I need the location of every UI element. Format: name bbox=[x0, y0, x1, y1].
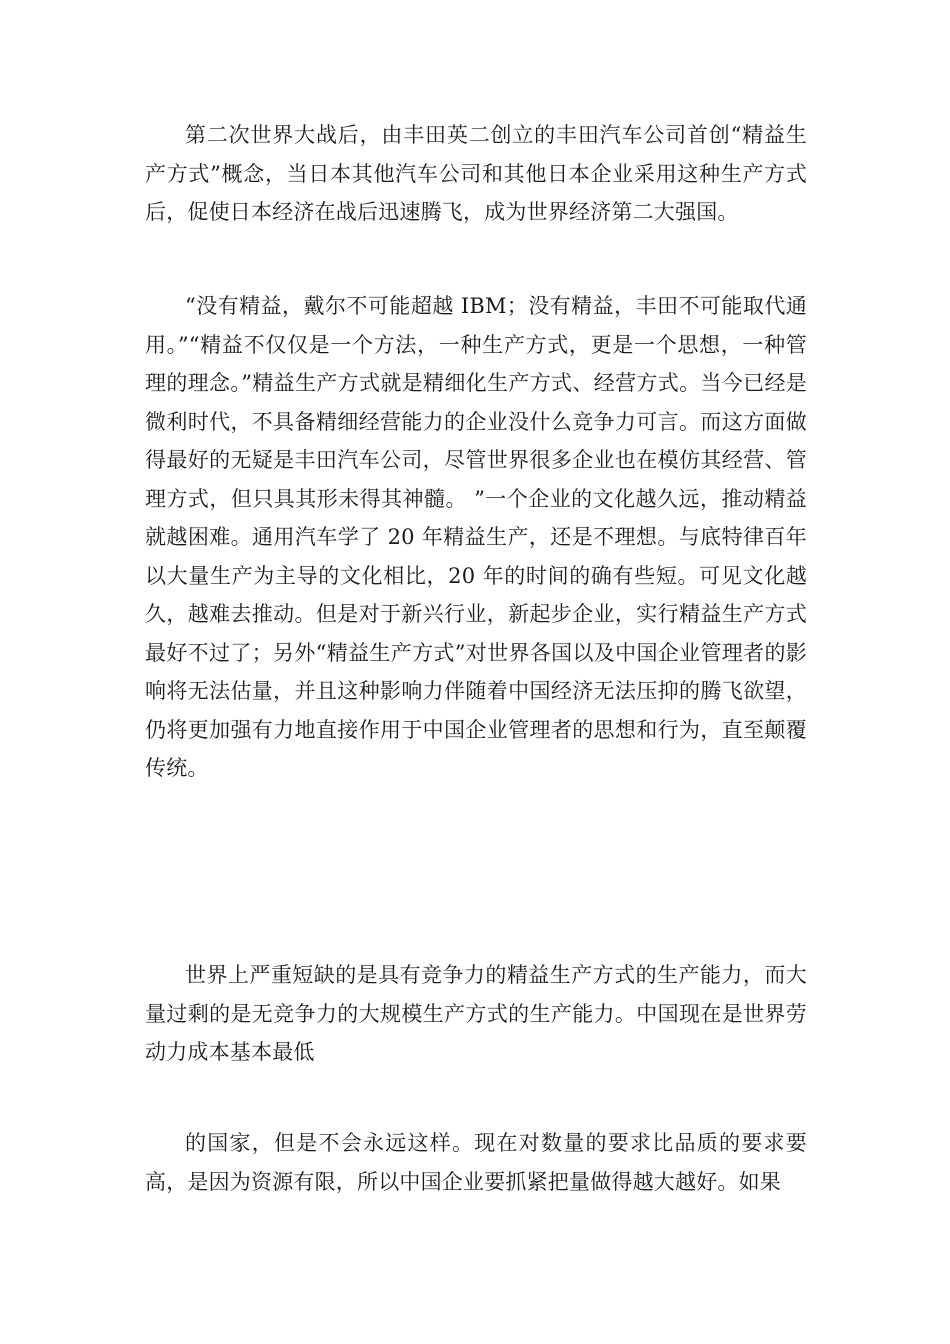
paragraph-4: 的国家，但是不会永远这样。现在对数量的要求比品质的要求要高，是因为资源有限，所以中国企业要抓紧把量做得越大越好。如果 bbox=[145, 1131, 807, 1194]
paragraph-2: “没有精益，戴尔不可能超越 IBM；没有精益，丰田不可能取代通用。”“精益不仅仅是一个方法，一种生产方式，更是一个思想，一种管理的理念。”精益生产方式就是精细化生产方式、经营方式。当今已经是微利时代，不具备精细经营能力的企业没什么竞争力可言。而这方面做得最好的无疑是丰田汽车公司，尽管世界很多企业也在模仿其经营、管理方式，但只具其形未得其神髓。 ”一个企业的文化越久远，推动精益就越困难。通用汽车学了 20 年精益生产，还是不理想。与底特律百年以大量生产为主导的文化相比，20 年的时间的确有些短。可见文化越久，越难去推动。但是对于新兴行业，新起步企业，实行精益生产方式最好不过了；另外“精益生产方式”对世界各国以及中国企业管理者的影响将无法估量，并且这种影响力伴随着中国经济无法压抑的腾飞欲望，仍将更加强有力地直接作用于中国企业管理者的思想和行为，直至颠覆传统。 bbox=[145, 294, 807, 780]
paragraph-1: 第二次世界大战后，由丰田英二创立的丰田汽车公司首创“精益生产方式”概念，当日本其他汽车公司和其他日本企业采用这种生产方式后，促使日本经济在战后迅速腾飞，成为世界经济第二大强国。 bbox=[145, 123, 807, 224]
paragraph-3: 世界上严重短缺的是具有竞争力的精益生产方式的生产能力，而大量过剩的是无竞争力的大规模生产方式的生产能力。中国现在是世界劳动力成本基本最低 bbox=[145, 963, 807, 1064]
